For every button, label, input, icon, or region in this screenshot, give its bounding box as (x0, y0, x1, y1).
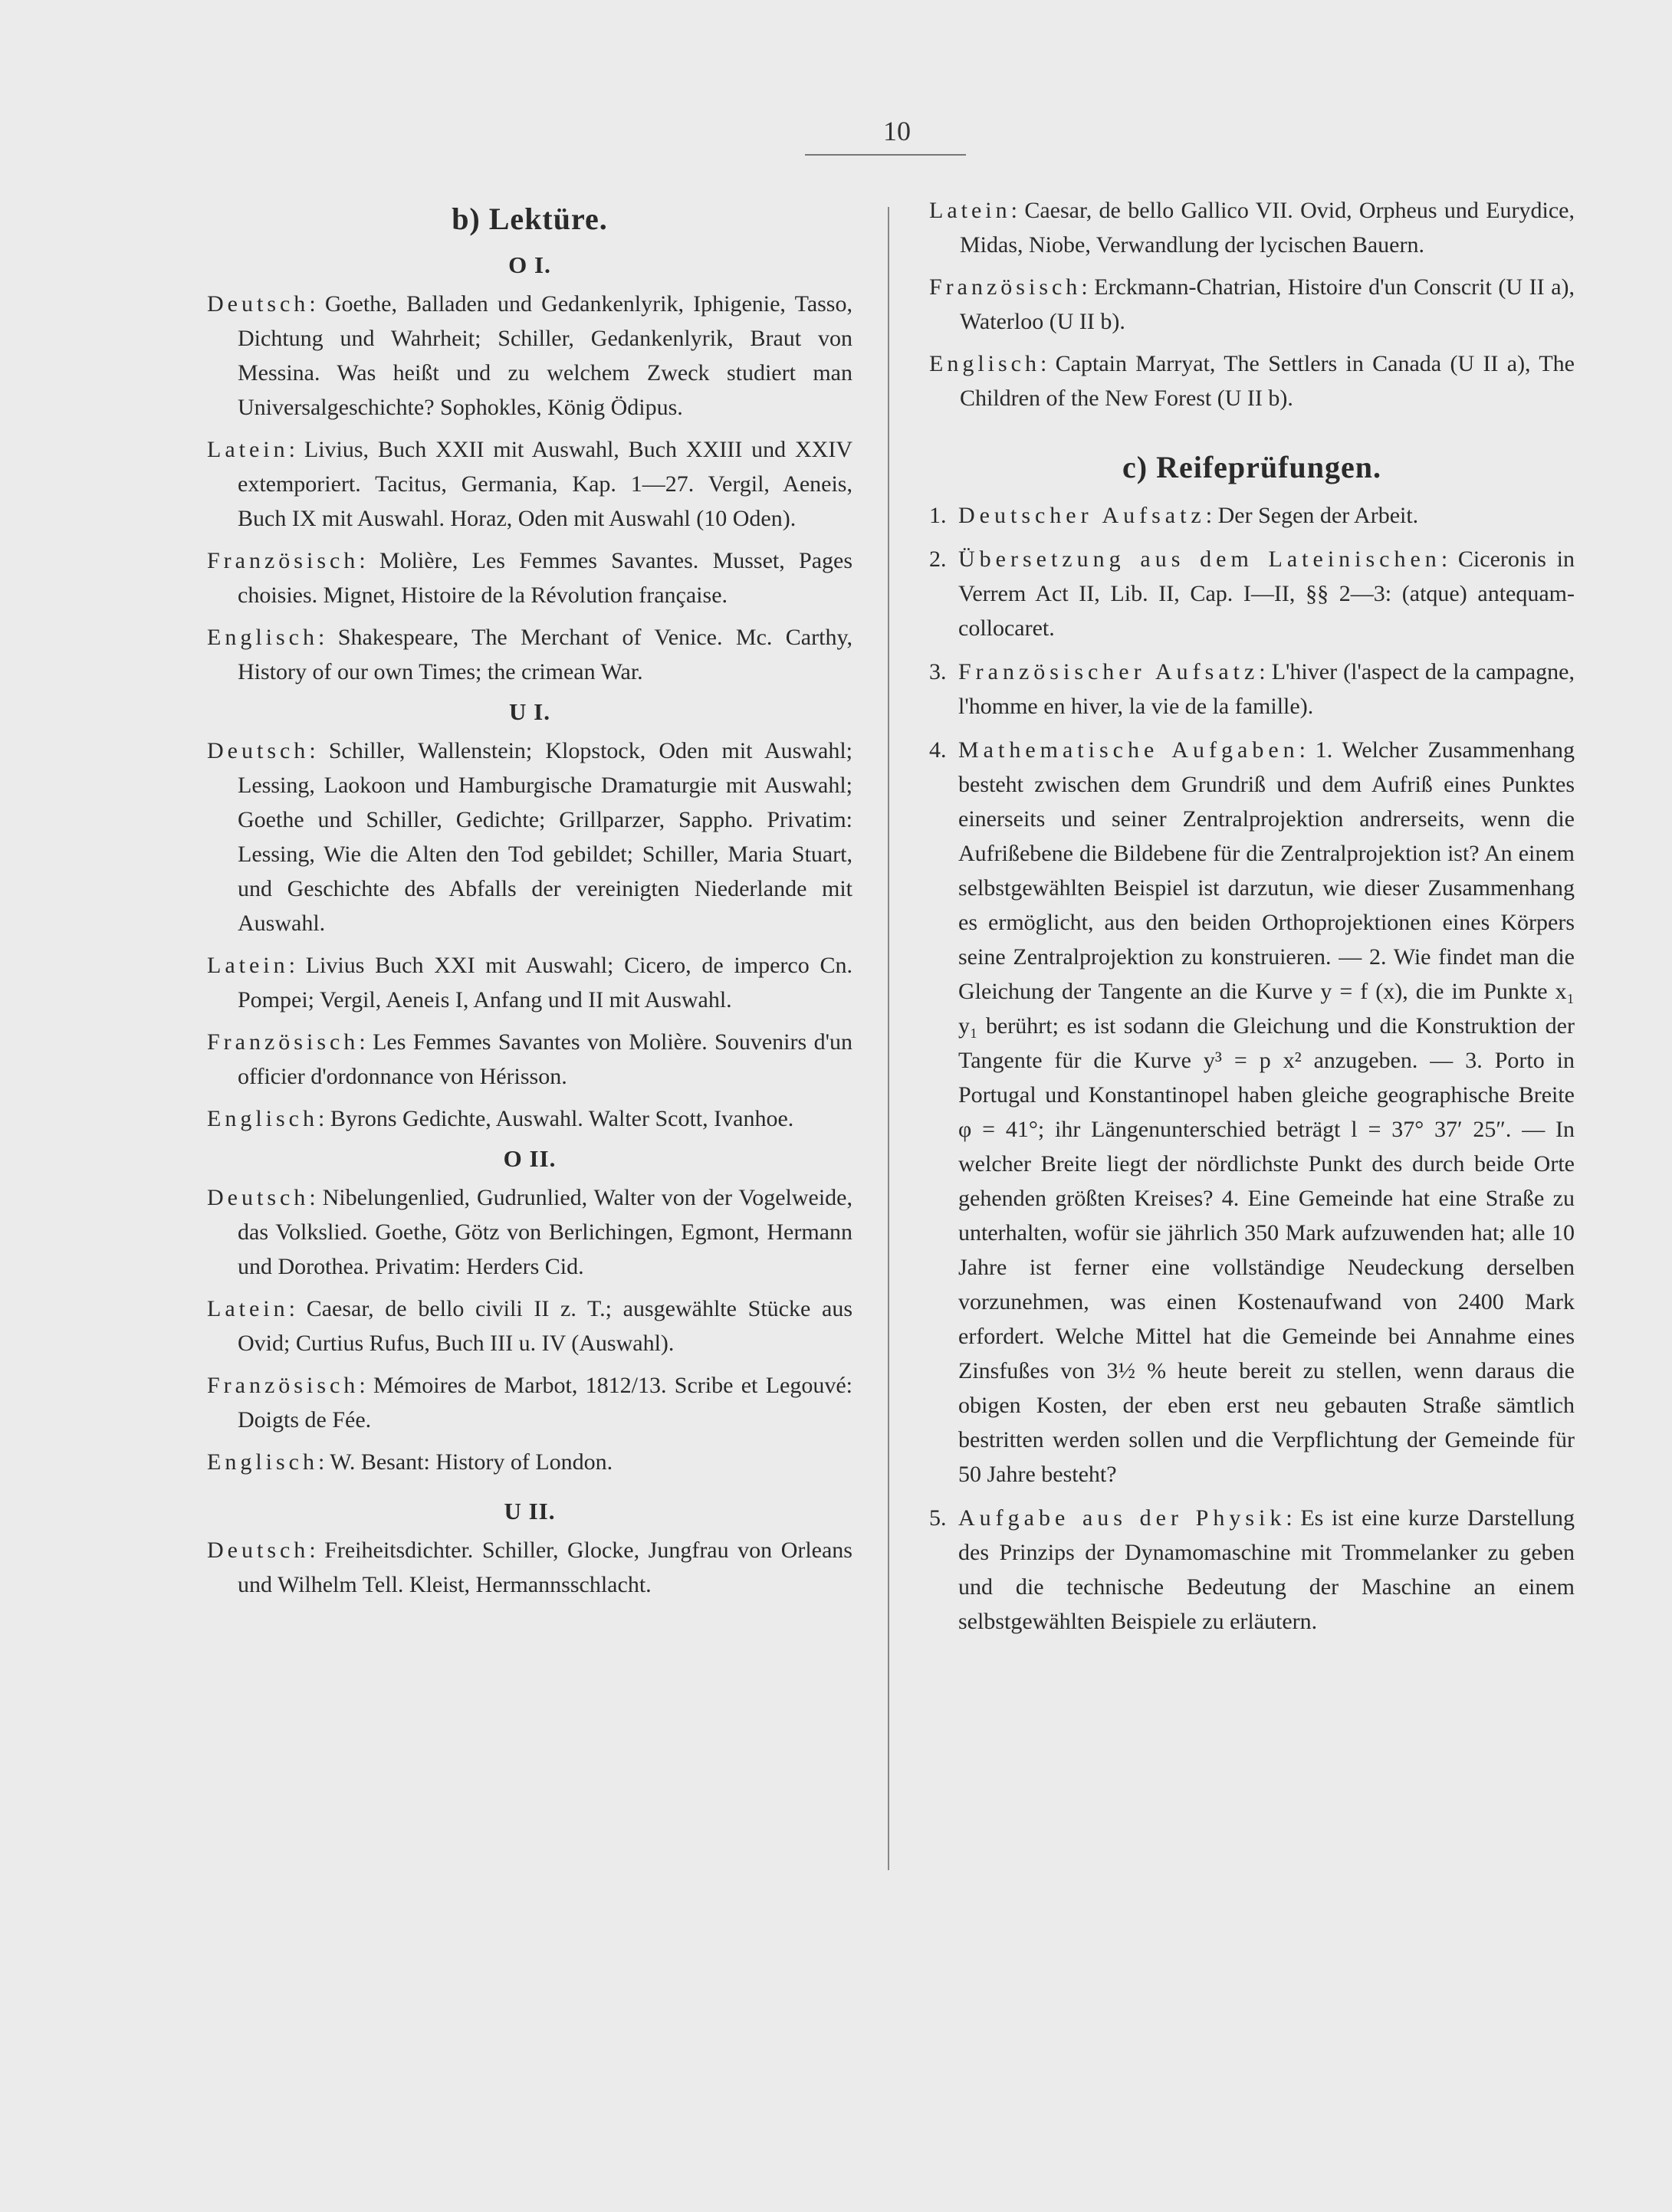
column-divider (888, 207, 889, 1870)
entry-oii-franzoesisch: Französisch: Mémoires de Marbot, 1812/13. Scribe et Legouvé: Doigts de Fée. (207, 1373, 852, 1433)
exam-number: 4. (929, 737, 947, 763)
entry-uii-latein: Latein: Caesar, de bello Gallico VII. Ovid, Orpheus und Eurydice, Midas, Niobe, Verwandlung der lycischen Bauern. (929, 198, 1575, 258)
exam-item: 5. Aufgabe aus der Physik: Es ist eine kurze Darstellung des Prinzips der Dynamomaschine mit Trommelanker zu geben und die technische Bedeutung der Maschine an einem selbstgewählten Beispiele zu erläutern. (929, 1501, 1575, 1639)
entry-text: Schiller, Wallenstein; Klopstock, Oden mit Auswahl; Lessing, Laokoon und Hamburgische Dramaturgie mit Auswahl; Goethe und Schiller, Gedichte; Grillparzer, Sappho. Privatim: Lessing, Wie die Alten den Tod gebildet; Schiller, Maria Stuart, und Geschichte des Abfalls der vereinigten Niederlande mit Auswahl. (238, 738, 853, 936)
exam-item: 1. Deutscher Aufsatz: Der Segen der Arbeit. (929, 498, 1575, 533)
exam-text: Ciceronis in Verrem Act II, Lib. II, Cap. I—II, §§ 2—3: (atque) antequam-collocaret. (958, 546, 1575, 641)
class-heading-oii: O II. (503, 1145, 557, 1172)
exam-number: 1. (929, 503, 947, 528)
exam-text: L'hiver (l'aspect de la campagne, l'homme en hiver, la vie de la famille). (958, 659, 1575, 719)
header-rule (805, 154, 966, 156)
exam-text: Es ist eine kurze Darstellung des Prinzips der Dynamomaschine mit Trommelanker zu geben und die technische Bedeutung der Maschine an einem selbstgewählten Beispiele zu erläutern. (958, 1505, 1575, 1634)
entry-ui-englisch: Englisch: Byrons Gedichte, Auswahl. Walter Scott, Ivanhoe. (207, 1106, 794, 1131)
class-heading-oi: O I. (508, 251, 551, 278)
entry-ui-latein: Latein: Livius Buch XXI mit Auswahl; Cicero, de imperco Cn. Pompei; Vergil, Aeneis I, Anfang und II mit Auswahl. (207, 953, 852, 1012)
entry-oi-englisch: Englisch: Shakespeare, The Merchant of Venice. Mc. Carthy, History of our own Times; the crimean War. (207, 625, 853, 684)
entry-text: Les Femmes Savantes von Molière. Souvenirs d'un officier d'ordonnance von Hérisson. (238, 1029, 852, 1089)
entry-text: W. Besant: History of London. (330, 1449, 613, 1475)
entry-text: Byrons Gedichte, Auswahl. Walter Scott, Ivanhoe. (330, 1106, 794, 1131)
entry-language: Latein (929, 198, 1011, 223)
entry-language: Englisch (207, 1449, 318, 1475)
entry-oii-latein: Latein: Caesar, de bello civili II z. T.; ausgewählte Stücke aus Ovid; Curtius Rufus, Buch III u. IV (Auswahl). (207, 1296, 852, 1356)
entry-oii-deutsch: Deutsch: Nibelungenlied, Gudrunlied, Walter von der Vogelweide, das Volkslied. Goethe, Götz von Berlichingen, Egmont, Hermann und Dorothea. Privatim: Herders Cid. (207, 1185, 852, 1279)
entry-text: Molière, Les Femmes Savantes. Musset, Pages choisies. Mignet, Histoire de la Révolution française. (238, 548, 852, 608)
entry-oi-franzoesisch: Französisch: Molière, Les Femmes Savantes. Musset, Pages choisies. Mignet, Histoire de la Révolution française. (207, 548, 852, 608)
section-title-reifepruefungen: c) Reifeprüfungen. (1122, 450, 1381, 484)
entry-text: Captain Marryat, The Settlers in Canada (U II a), The Children of the New Forest (U II b). (960, 351, 1575, 411)
entry-ui-deutsch: Deutsch: Schiller, Wallenstein; Klopstock, Oden mit Auswahl; Lessing, Laokoon und Hamburgische Dramaturgie mit Auswahl; Goethe und Schiller, Gedichte; Grillparzer, Sappho. Privatim: Lessing, Wie die Alten den Tod gebildet; Schiller, Maria Stuart, und Geschichte des Abfalls der vereinigten Niederlande mit Auswahl. (207, 738, 853, 936)
entry-language: Französisch (207, 548, 360, 573)
page-number: 10 (883, 116, 911, 146)
entry-language: Französisch (929, 274, 1082, 300)
entry-language: Französisch (207, 1029, 360, 1055)
exam-subject: Übersetzung aus dem Lateinischen (958, 546, 1441, 572)
entry-uii-franzoesisch: Französisch: Erckmann-Chatrian, Histoire d'un Conscrit (U II a), Waterloo (U II b). (929, 274, 1575, 334)
entry-oi-latein: Latein: Livius, Buch XXII mit Auswahl, Buch XXIII und XXIV extemporiert. Tacitus, Germania, Kap. 1—27. Vergil, Aeneis, Buch IX mit Auswahl. Horaz, Oden mit Auswahl (10 Oden). (207, 437, 852, 531)
exam-list (929, 498, 1575, 1639)
class-heading-uii: U II. (504, 1498, 556, 1524)
entry-language: Deutsch (207, 291, 310, 317)
exam-text: Der Segen der Arbeit. (1217, 503, 1419, 528)
exam-number: 5. (929, 1505, 947, 1531)
entry-text: Livius Buch XXI mit Auswahl; Cicero, de imperco Cn. Pompei; Vergil, Aeneis I, Anfang und II mit Auswahl. (238, 953, 852, 1012)
entry-language: Latein (207, 953, 289, 978)
entry-language: Latein (207, 437, 289, 462)
section-title-lektuere: b) Lektüre. (452, 202, 608, 236)
entry-text: Shakespeare, The Merchant of Venice. Mc. Carthy, History of our own Times; the crimean War. (238, 625, 853, 684)
exam-item: 4. Mathematische Aufgaben: 1. Welcher Zusammenhang besteht zwischen dem Grundriß und dem Aufriß eines Punktes einerseits und seiner Zentralprojektion andrerseits, wenn die Aufrißebene die Bildebene für die Zentralprojektion ist? An einem selbstgewählten Beispiel ist darzutun, wie dieser Zusammenhang es ermöglicht, aus den beiden Orthoprojektionen eines Körpers seine Zentralprojektion zu konstruieren. — 2. Wie findet man die Gleichung der Tangente an die Kurve y = f (x), die im Punkte x₁ y₁ berührt; es ist sodann die Gleichung und die Konstruktion der Tangente für die Kurve y³ = p x² anzugeben. — 3. Porto in Portugal und Konstantinopel haben gleiche geographische Breite φ = 41°; ihr Längenunterschied beträgt l = 37° 37′ 25″. — In welcher Breite liegt der nördlichste Punkt des durch beide Orte gehenden größten Kreises? 4. Eine Gemeinde hat eine Straße zu unterhalten, wofür sie jährlich 350 Mark aufzuwenden hat; alle 10 Jahre ist ferner eine vollständige Neudeckung derselben vorzunehmen, was einen Kostenaufwand von 2400 Mark erfordert. Welche Mittel hat die Gemeinde bei Annahme eines Zinsfußes von 3½ % heute bereit zu stellen, wenn daraus die obigen Kosten, der eben erst neu gebauten Straße sämtlich bestritten werden sollen und die Verpflichtung der Gemeinde für 50 Jahre besteht? (929, 733, 1575, 1492)
entry-text: Caesar, de bello Gallico VII. Ovid, Orpheus und Eurydice, Midas, Niobe, Verwandlung der lycischen Bauern. (960, 198, 1575, 258)
spacer (929, 423, 1575, 446)
exam-subject: Deutscher Aufsatz (958, 503, 1206, 528)
entry-text: Nibelungenlied, Gudrunlied, Walter von der Vogelweide, das Volkslied. Goethe, Götz von Berlichingen, Egmont, Hermann und Dorothea. Privatim: Herders Cid. (238, 1185, 852, 1279)
entry-ui-franzoesisch: Französisch: Les Femmes Savantes von Molière. Souvenirs d'un officier d'ordonnance von Hérisson. (207, 1029, 852, 1089)
entry-language: Englisch (207, 625, 318, 650)
entry-language: Latein (207, 1296, 289, 1321)
entry-text: Erckmann-Chatrian, Histoire d'un Conscrit (U II a), Waterloo (U II b). (960, 274, 1575, 334)
entry-uii-deutsch: Deutsch: Freiheitsdichter. Schiller, Glocke, Jungfrau von Orleans und Wilhelm Tell. Kleist, Hermannsschlacht. (207, 1538, 852, 1597)
class-heading-ui: U I. (509, 698, 550, 725)
exam-number: 3. (929, 659, 947, 684)
entry-text: Goethe, Balladen und Gedankenlyrik, Iphigenie, Tasso, Dichtung und Wahrheit; Schiller, Gedankenlyrik, Braut von Messina. Was heißt und zu welchem Zweck studiert man Universalgeschichte? Sophokles, König Ödipus. (238, 291, 852, 420)
exam-text: 1. Welcher Zusammenhang besteht zwischen dem Grundriß und dem Aufriß eines Punktes einerseits und seiner Zentralprojektion andrerseits, wenn die Aufrißebene die Bildebene für die Zentralprojektion ist? An einem selbstgewählten Beispiel ist darzutun, wie dieser Zusammenhang es ermöglicht, aus den beiden Orthoprojektionen eines Körpers seine Zentralprojektion zu konstruieren. — 2. Wie findet man die Gleichung der Tangente an die Kurve y = f (x), die im Punkte x₁ y₁ berührt; es ist sodann die Gleichung und die Konstruktion der Tangente für die Kurve y³ = p x² anzugeben. — 3. Porto in Portugal und Konstantinopel haben gleiche geographische Breite φ = 41°; ihr Längenunterschied beträgt l = 37° 37′ 25″. — In welcher Breite liegt der nördlichste Punkt des durch beide Orte gehenden größten Kreises? 4. Eine Gemeinde hat eine Straße zu unterhalten, wofür sie jährlich 350 Mark aufzuwenden hat; alle 10 Jahre ist ferner eine vollständige Neudeckung derselben vorzunehmen, was einen Kostenaufwand von 2400 Mark erfordert. Welche Mittel hat die Gemeinde bei Annahme eines Zinsfußes von 3½ % heute bereit zu stellen, wenn daraus die obigen Kosten, der eben erst neu gebauten Straße sämtlich bestritten werden sollen und die Verpflichtung der Gemeinde für 50 Jahre besteht? (958, 737, 1575, 1487)
entry-text: Livius, Buch XXII mit Auswahl, Buch XXIII und XXIV extemporiert. Tacitus, Germania, Kap. 1—27. Vergil, Aeneis, Buch IX mit Auswahl. Horaz, Oden mit Auswahl (10 Oden). (238, 437, 852, 531)
exam-subject: Französischer Aufsatz (958, 659, 1260, 684)
entry-language: Englisch (929, 351, 1040, 376)
entry-language: Französisch (207, 1373, 360, 1398)
entry-oi-deutsch: Deutsch: Goethe, Balladen und Gedankenlyrik, Iphigenie, Tasso, Dichtung und Wahrheit; Schiller, Gedankenlyrik, Braut von Messina. Was heißt und zu welchem Zweck studiert man Universalgeschichte? Sophokles, König Ödipus. (207, 291, 852, 420)
entry-language: Deutsch (207, 1185, 310, 1210)
entry-text: Freiheitsdichter. Schiller, Glocke, Jungfrau von Orleans und Wilhelm Tell. Kleist, Hermannsschlacht. (238, 1538, 852, 1597)
left-column (207, 198, 852, 1610)
entry-language: Deutsch (207, 738, 310, 763)
entry-oii-englisch: Englisch: W. Besant: History of London. (207, 1449, 613, 1475)
exam-item: 3. Französischer Aufsatz: L'hiver (l'aspect de la campagne, l'homme en hiver, la vie de la famille). (929, 655, 1575, 724)
exam-number: 2. (929, 546, 947, 572)
exam-subject: Mathematische Aufgaben (958, 737, 1299, 763)
entry-language: Englisch (207, 1106, 318, 1131)
entry-text: Caesar, de bello civili II z. T.; ausgewählte Stücke aus Ovid; Curtius Rufus, Buch III u. IV (Auswahl). (238, 1296, 852, 1356)
exam-item: 2. Übersetzung aus dem Lateinischen: Ciceronis in Verrem Act II, Lib. II, Cap. I—II, §§ 2—3: (atque) antequam-collocaret. (929, 542, 1575, 645)
entry-text: Mémoires de Marbot, 1812/13. Scribe et Legouvé: Doigts de Fée. (238, 1373, 852, 1433)
exam-subject: Aufgabe aus der Physik (958, 1505, 1286, 1531)
entry-language: Deutsch (207, 1538, 310, 1563)
right-column (929, 193, 1575, 1648)
entry-uii-englisch: Englisch: Captain Marryat, The Settlers in Canada (U II a), The Children of the New Forest (U II b). (929, 351, 1575, 411)
